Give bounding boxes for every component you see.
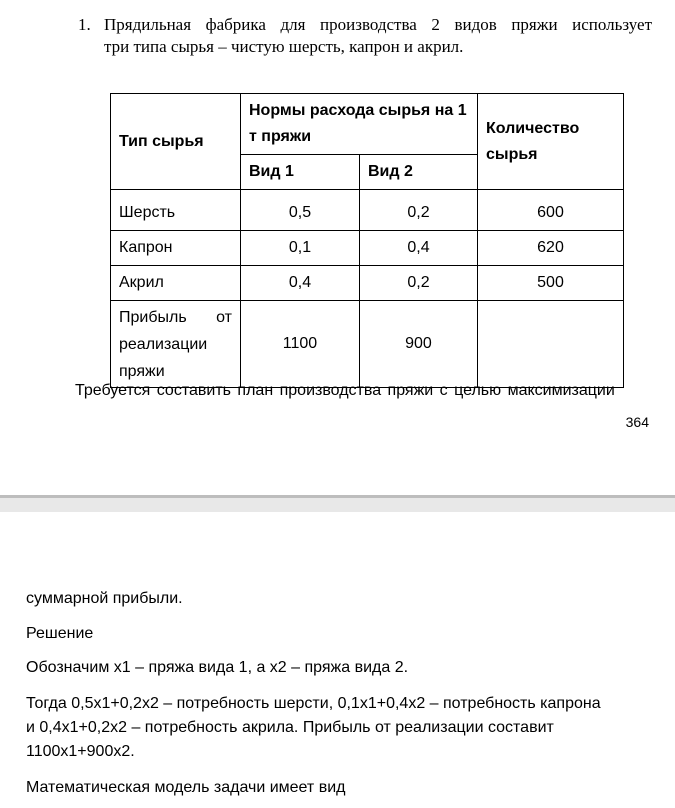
- header-quantity: Количество сырья: [478, 94, 624, 190]
- norm-type-2: 0,2: [359, 266, 477, 301]
- norm-type-1: 0,1: [241, 231, 360, 266]
- profit-empty-cell: [478, 301, 624, 388]
- profit-type-1: 1100: [241, 301, 360, 388]
- paragraph-needs-line-3: 1100x1+900x2.: [26, 743, 135, 760]
- profit-type-2: 900: [359, 301, 477, 388]
- paragraph-variables: Обозначим x1 – пряжа вида 1, а x2 – пряжа вида 2.: [26, 659, 409, 676]
- norm-type-1: 0,4: [241, 266, 360, 301]
- material-name: Капрон: [111, 231, 241, 266]
- header-type-2: Вид 2: [359, 155, 477, 190]
- norm-type-2: 0,2: [359, 190, 477, 231]
- table-row: [111, 231, 624, 266]
- paragraph-model: Математическая модель задачи имеет вид: [26, 779, 346, 796]
- profit-row: [111, 301, 624, 388]
- header-material-type: Тип сырья: [111, 94, 241, 190]
- material-quantity: 620: [478, 231, 624, 266]
- task-number: 1.: [78, 15, 91, 34]
- paragraph-profit-end: суммарной прибыли.: [26, 590, 183, 607]
- page-lower: [0, 512, 675, 808]
- table-row: [111, 190, 624, 231]
- paragraph-needs-line-2: и 0,4x1+0,2x2 – потребность акрила. Прибыль от реализации составит: [26, 719, 554, 736]
- task-text-line-1: Прядильная фабрика для производства 2 видов пряжи использует: [104, 15, 652, 34]
- material-quantity: 500: [478, 266, 624, 301]
- header-type-1: Вид 1: [241, 155, 360, 190]
- paragraph-needs-line-1: Тогда 0,5x1+0,2x2 – потребность шерсти, 0,1x1+0,4x2 – потребность капрона: [26, 695, 601, 712]
- page-separator: [0, 495, 675, 512]
- material-quantity: 600: [478, 190, 624, 231]
- page-number: 364: [625, 414, 649, 430]
- raw-materials-table: [110, 93, 624, 388]
- task-text-line-2: три типа сырья – чистую шерсть, капрон и акрил.: [104, 37, 464, 56]
- solution-heading: Решение: [26, 625, 94, 642]
- norm-type-1: 0,5: [241, 190, 360, 231]
- material-name: Шерсть: [111, 190, 241, 231]
- norm-type-2: 0,4: [359, 231, 477, 266]
- profit-label: Прибыль от реализации пряжи: [111, 301, 241, 388]
- continuation-line: Требуется составить план производства пряжи с целью максимизации: [75, 382, 615, 399]
- header-norms: Нормы расхода сырья на 1 т пряжи: [241, 94, 478, 155]
- table-row: [111, 266, 624, 301]
- material-name: Акрил: [111, 266, 241, 301]
